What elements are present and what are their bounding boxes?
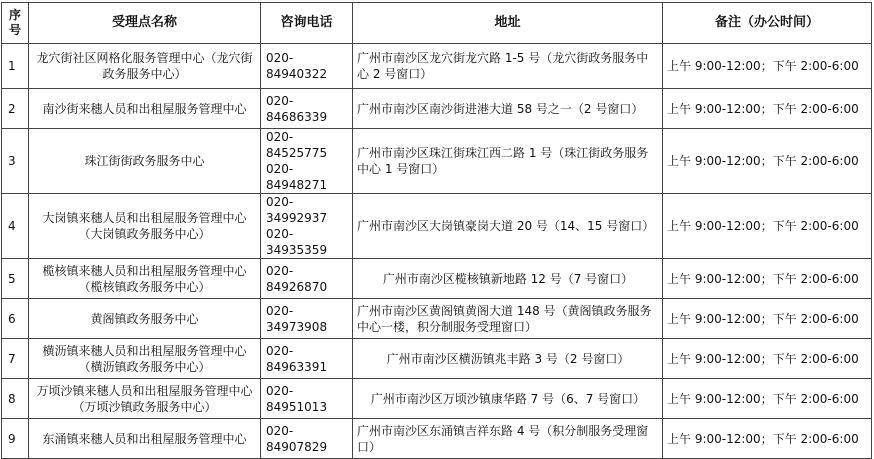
cell-phone xyxy=(261,259,353,299)
cell-phone xyxy=(261,44,353,89)
cell-phone xyxy=(261,419,353,459)
cell-name: 横沥镇来穗人员和出租屋服务管理中心（横沥镇政务服务中心） xyxy=(29,339,261,379)
cell-hours: 上午 9:00-12:00；下午 2:00-6:00 xyxy=(663,419,872,459)
cell-address: 广州市南沙区南沙街进港大道 58 号之一（2 号窗口） xyxy=(353,89,663,129)
cell-name: 榄核镇来穗人员和出租屋服务管理中心（榄核镇政务服务中心） xyxy=(29,259,261,299)
cell-phone xyxy=(261,89,353,129)
cell-seq: 7 xyxy=(2,339,29,379)
cell-address: 广州市南沙区大岗镇豪岗大道 20 号（14、15 号窗口） xyxy=(353,194,663,259)
table-row xyxy=(2,194,872,259)
phone-number: 020-84525775 xyxy=(266,130,328,160)
cell-name: 珠江街街政务服务中心 xyxy=(29,129,261,194)
table-row xyxy=(2,339,872,379)
cell-hours: 上午 9:00-12:00；下午 2:00-6:00 xyxy=(663,379,872,419)
cell-address: 广州市南沙区珠江街珠江西二路 1 号（珠江街政务服务中心 1 号窗口） xyxy=(353,129,663,194)
cell-hours: 上午 9:00-12:00；下午 2:00-6:00 xyxy=(663,89,872,129)
cell-address: 广州市南沙区榄核镇新地路 12 号（7 号窗口） xyxy=(353,259,663,299)
header-note: 备注（办公时间） xyxy=(663,3,872,44)
cell-address: 广州市南沙区万顷沙镇康华路 7 号（6、7 号窗口） xyxy=(353,379,663,419)
cell-phone xyxy=(261,129,353,194)
phone-number: 020-34992937 xyxy=(266,195,328,225)
cell-seq: 8 xyxy=(2,379,29,419)
service-points-table xyxy=(1,2,872,459)
cell-address: 广州市南沙区龙穴街龙穴路 1-5 号（龙穴街政务服务中心 2 号窗口） xyxy=(353,44,663,89)
phone-number: 020-84948271 xyxy=(266,162,328,192)
phone-number: 020-84926870 xyxy=(266,263,328,294)
cell-phone xyxy=(261,194,353,259)
phone-number: 020-84940322 xyxy=(266,51,328,81)
cell-name: 万顷沙镇来穗人员和出租屋服务管理中心（万顷沙镇政务服务中心） xyxy=(29,379,261,419)
cell-hours: 上午 9:00-12:00；下午 2:00-6:00 xyxy=(663,339,872,379)
header-phone: 咨询电话 xyxy=(261,3,353,44)
cell-name: 大岗镇来穗人员和出租屋服务管理中心（大岗镇政务服务中心） xyxy=(29,194,261,259)
table-row xyxy=(2,379,872,419)
phone-number: 020-84907829 xyxy=(266,423,328,454)
table-row xyxy=(2,44,872,89)
header-seq: 序号 xyxy=(2,3,29,44)
cell-name: 东涌镇来穗人员和出租屋服务管理中心 xyxy=(29,419,261,459)
phone-number: 020-84951013 xyxy=(266,383,328,414)
cell-phone xyxy=(261,339,353,379)
table-row xyxy=(2,259,872,299)
cell-seq: 1 xyxy=(2,44,29,89)
cell-address: 广州市南沙区东涌镇吉祥东路 4 号（积分制服务受理窗口） xyxy=(353,419,663,459)
cell-name: 黄阁镇政务服务中心 xyxy=(29,299,261,339)
table-row xyxy=(2,299,872,339)
cell-seq: 3 xyxy=(2,129,29,194)
phone-number: 020-34935359 xyxy=(266,227,328,257)
cell-hours: 上午 9:00-12:00；下午 2:00-6:00 xyxy=(663,44,872,89)
cell-seq: 5 xyxy=(2,259,29,299)
cell-seq: 6 xyxy=(2,299,29,339)
cell-hours: 上午 9:00-12:00；下午 2:00-6:00 xyxy=(663,129,872,194)
cell-name: 龙穴街社区网格化服务管理中心（龙穴街政务服务中心） xyxy=(29,44,261,89)
cell-seq: 4 xyxy=(2,194,29,259)
table-row xyxy=(2,129,872,194)
phone-number: 020-34973908 xyxy=(266,303,328,334)
header-name: 受理点名称 xyxy=(29,3,261,44)
cell-hours: 上午 9:00-12:00；下午 2:00-6:00 xyxy=(663,299,872,339)
cell-address: 广州市南沙区黄阁镇黄阁大道 148 号（黄阁镇政务服务中心一楼，积分制服务受理窗口） xyxy=(353,299,663,339)
cell-phone xyxy=(261,379,353,419)
cell-hours: 上午 9:00-12:00；下午 2:00-6:00 xyxy=(663,259,872,299)
cell-phone xyxy=(261,299,353,339)
header-address: 地址 xyxy=(353,3,663,44)
cell-name: 南沙街来穗人员和出租屋服务管理中心 xyxy=(29,89,261,129)
cell-seq: 9 xyxy=(2,419,29,459)
table-row xyxy=(2,419,872,459)
cell-address: 广州市南沙区横沥镇兆丰路 3 号（2 号窗口） xyxy=(353,339,663,379)
phone-number: 020-84963391 xyxy=(266,343,328,374)
table-row xyxy=(2,89,872,129)
table-header-row xyxy=(2,3,872,44)
cell-hours: 上午 9:00-12:00；下午 2:00-6:00 xyxy=(663,194,872,259)
cell-seq: 2 xyxy=(2,89,29,129)
phone-number: 020-84686339 xyxy=(266,93,328,124)
